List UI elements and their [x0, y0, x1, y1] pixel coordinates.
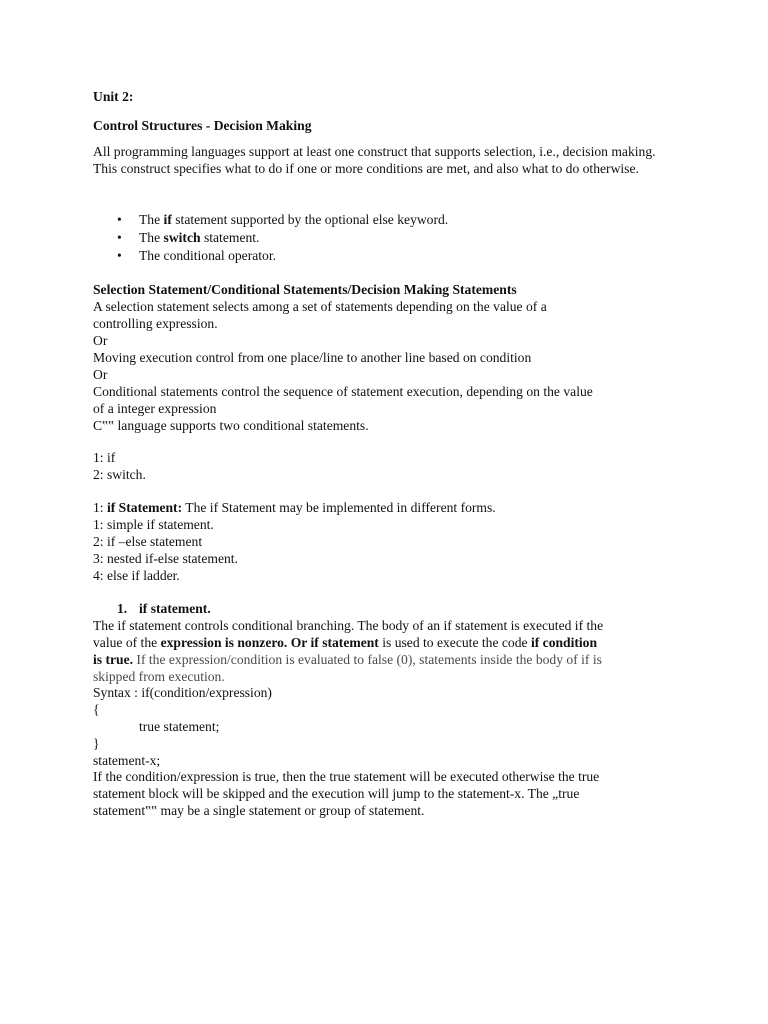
- selection-line: controlling expression.: [93, 316, 218, 331]
- syntax-open-brace: {: [93, 702, 100, 717]
- bullet-icon: •: [117, 230, 122, 245]
- selection-line: A selection statement selects among a set of statements depending on the value of a: [93, 299, 547, 314]
- syntax-block: [93, 684, 693, 769]
- selection-line: Or: [93, 367, 108, 382]
- syntax-after: statement-x;: [93, 753, 161, 768]
- selection-section: [93, 281, 693, 434]
- bullet-list: [113, 211, 673, 265]
- subheading: [117, 600, 211, 617]
- forms-section: [93, 499, 693, 584]
- list-item: 2: if –else statement: [93, 534, 203, 549]
- selection-line: C‟‟ language supports two conditional statements.: [93, 418, 369, 433]
- selection-line: Moving execution control from one place/line to another line based on condition: [93, 350, 532, 365]
- list-item: 4: else if ladder.: [93, 568, 180, 583]
- syntax-close-brace: }: [93, 736, 100, 751]
- syntax-body: true statement;: [139, 719, 220, 734]
- subheading-number: 1.: [117, 601, 128, 616]
- list-item: • The if statement supported by the optional else keyword.: [117, 212, 449, 227]
- list-item: • The conditional operator.: [117, 248, 277, 263]
- syntax-line: Syntax : if(condition/expression): [93, 685, 272, 700]
- selection-line: Conditional statements control the sequence of statement execution, depending on the value: [93, 384, 593, 399]
- unit-title: Unit 2:: [93, 89, 134, 104]
- if-paragraph: The if statement controls conditional branching. The body of an if statement is executed if the value of the expression is nonzero. Or if statement is used to execute the code if condition is true. If the expression/condition is evaluated to false (0), statements inside the body of if is skipped from execution.: [93, 618, 604, 684]
- selection-line: of a integer expression: [93, 401, 217, 416]
- selection-line: Or: [93, 333, 108, 348]
- closing-paragraph: If the condition/expression is true, then the true statement will be executed otherwise the true statement block will be skipped and the execution will jump to the statement-x. The „true statement‟‟ may be a single statement or group of statement.: [93, 769, 600, 818]
- list-item: • The switch statement.: [117, 230, 260, 245]
- subheading-title: if statement.: [139, 601, 211, 616]
- list-item: 1: simple if statement.: [93, 517, 214, 532]
- intro-paragraph: All programming languages support at least one construct that supports selection, i.e., decision making. This construct specifies what to do if one or more conditions are met, and also what to do otherwise.: [93, 144, 656, 176]
- types-list: [93, 449, 693, 483]
- list-item: 1: if: [93, 450, 116, 465]
- if-statement-intro: 1: if Statement: The if Statement may be implemented in different forms.: [93, 500, 496, 515]
- section-title: Control Structures - Decision Making: [93, 118, 312, 133]
- bullet-icon: •: [117, 212, 122, 227]
- list-item: 3: nested if-else statement.: [93, 551, 238, 566]
- selection-heading: Selection Statement/Conditional Statements/Decision Making Statements: [93, 282, 517, 297]
- list-item: 2: switch.: [93, 467, 146, 482]
- bullet-icon: •: [117, 248, 122, 263]
